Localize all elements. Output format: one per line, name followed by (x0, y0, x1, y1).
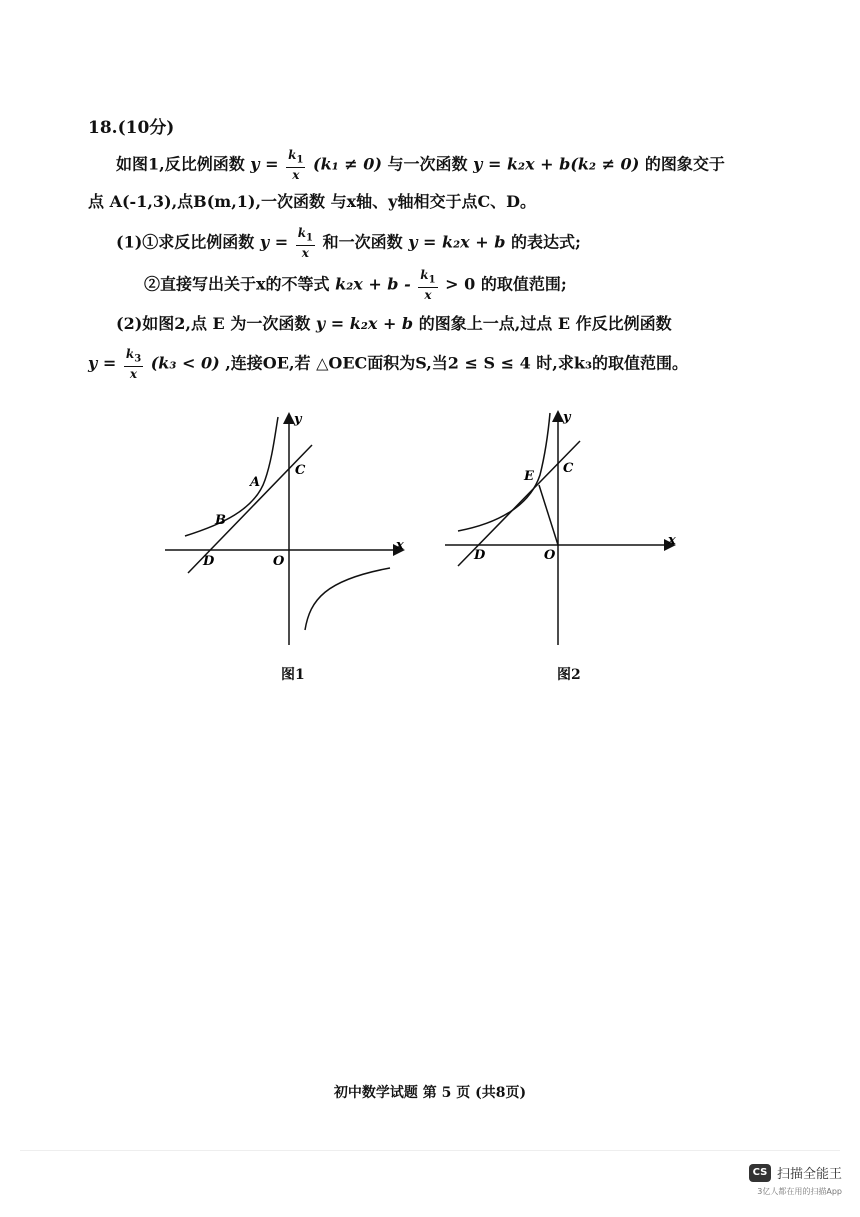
part1-text-b: 和一次函数 (322, 232, 403, 252)
y-equals: y = (250, 154, 279, 174)
divider (20, 1150, 840, 1151)
figure-1 (160, 405, 420, 659)
scanner-name: 扫描全能王 (776, 1167, 842, 1182)
part2-text-a: (2)如图2,点 E 为一次函数 (116, 314, 311, 333)
question-number: 18.(10分) (88, 118, 175, 138)
origin-label: O (544, 548, 556, 563)
part2-text-b: 的图象上一点,过点 E 作反比例函数 (418, 314, 672, 333)
y-equals-3: y = (88, 353, 117, 373)
linear-expression: y = k₂x + b (473, 154, 571, 174)
part1-line-1 (88, 226, 760, 260)
point-e-label: E (524, 469, 534, 484)
denominator-x: x (424, 288, 432, 303)
numerator-k: k (420, 268, 429, 282)
point-c-label: C (563, 461, 574, 476)
numerator-k: k (297, 226, 307, 240)
figure-2 (440, 405, 700, 659)
numerator-sub: 1 (296, 154, 304, 166)
camscanner-logo-icon: CS (749, 1164, 771, 1182)
numerator-sub: 1 (306, 232, 314, 244)
point-b-label: B (215, 513, 226, 528)
hyperbola-branch-upper (185, 417, 278, 536)
numerator-k: k (288, 148, 297, 162)
x-axis-label: x (668, 533, 676, 548)
figure-2-graph (440, 405, 700, 655)
point-d-label: D (474, 548, 486, 563)
condition-k3: (k₃ < 0) (150, 353, 220, 373)
part1-line-2 (88, 268, 760, 302)
denominator-x: x (292, 168, 300, 183)
x-axis-label: x (396, 538, 404, 553)
intro-text: 如图1,反比例函数 (116, 154, 245, 174)
figure-1-caption: 图1 (281, 667, 305, 683)
part2-line-1 (88, 311, 760, 334)
figure-1-graph (160, 405, 420, 655)
scanner-tagline: 3亿人都在用的扫描App (757, 1187, 842, 1196)
point-c-label: C (295, 463, 306, 478)
linear-expression-3: y = k₂x + b (315, 314, 414, 333)
condition-k1: (k₁ ≠ 0) (313, 154, 382, 174)
point-a-label: A (250, 475, 261, 490)
question-line-1 (88, 148, 760, 182)
part1-2-text-a: ②直接写出关于x的不等式 (144, 274, 330, 294)
numerator-sub3: 3 (134, 353, 142, 365)
numerator-k3: k (125, 347, 135, 361)
fraction-k1-x-3 (418, 268, 437, 302)
part1-2-text-b: > 0 的取值范围; (445, 274, 567, 294)
fraction-k3-x (124, 347, 143, 381)
page-footer: 初中数学试题 第 5 页 (共8页) (333, 1085, 527, 1101)
part1-text-c: 的表达式; (510, 232, 581, 252)
point-d-label: D (203, 554, 215, 569)
part2-line-2 (88, 347, 760, 381)
y-equals-2: y = (259, 232, 289, 252)
fraction-k1-x (286, 148, 305, 182)
fraction-k1-x-2 (296, 226, 315, 260)
denominator-x: x (301, 246, 309, 261)
segment-oe (539, 485, 558, 545)
denominator-x: x (129, 367, 138, 382)
question-line-2: 点 A(-1,3),点B(m,1),一次函数 与x轴、y轴相交于点C、D。 (88, 192, 537, 211)
figure-2-caption: 图2 (557, 667, 581, 683)
linear-expression-2: y = k₂x + b (408, 232, 506, 252)
inequality-expression: k₂x + b - (335, 274, 411, 294)
y-axis-label: y (294, 412, 302, 427)
scanner-watermark (749, 1163, 842, 1197)
condition-k2: (k₂ ≠ 0) (570, 154, 640, 174)
part1-text-a: (1)①求反比例函数 (116, 232, 255, 252)
y-axis-label: y (563, 410, 571, 425)
origin-label: O (273, 554, 285, 569)
part2-text-c: ,连接OE,若 △OEC面积为S,当2 ≤ S ≤ 4 时,求k₃的取值范围。 (225, 353, 688, 373)
numerator-sub: 1 (428, 274, 436, 286)
hyperbola-branch-lower (305, 568, 390, 630)
intro-text-2: 与一次函数 (387, 154, 468, 174)
intro-text-3: 的图象交于 (644, 154, 725, 174)
hyperbola-branch (458, 413, 550, 531)
